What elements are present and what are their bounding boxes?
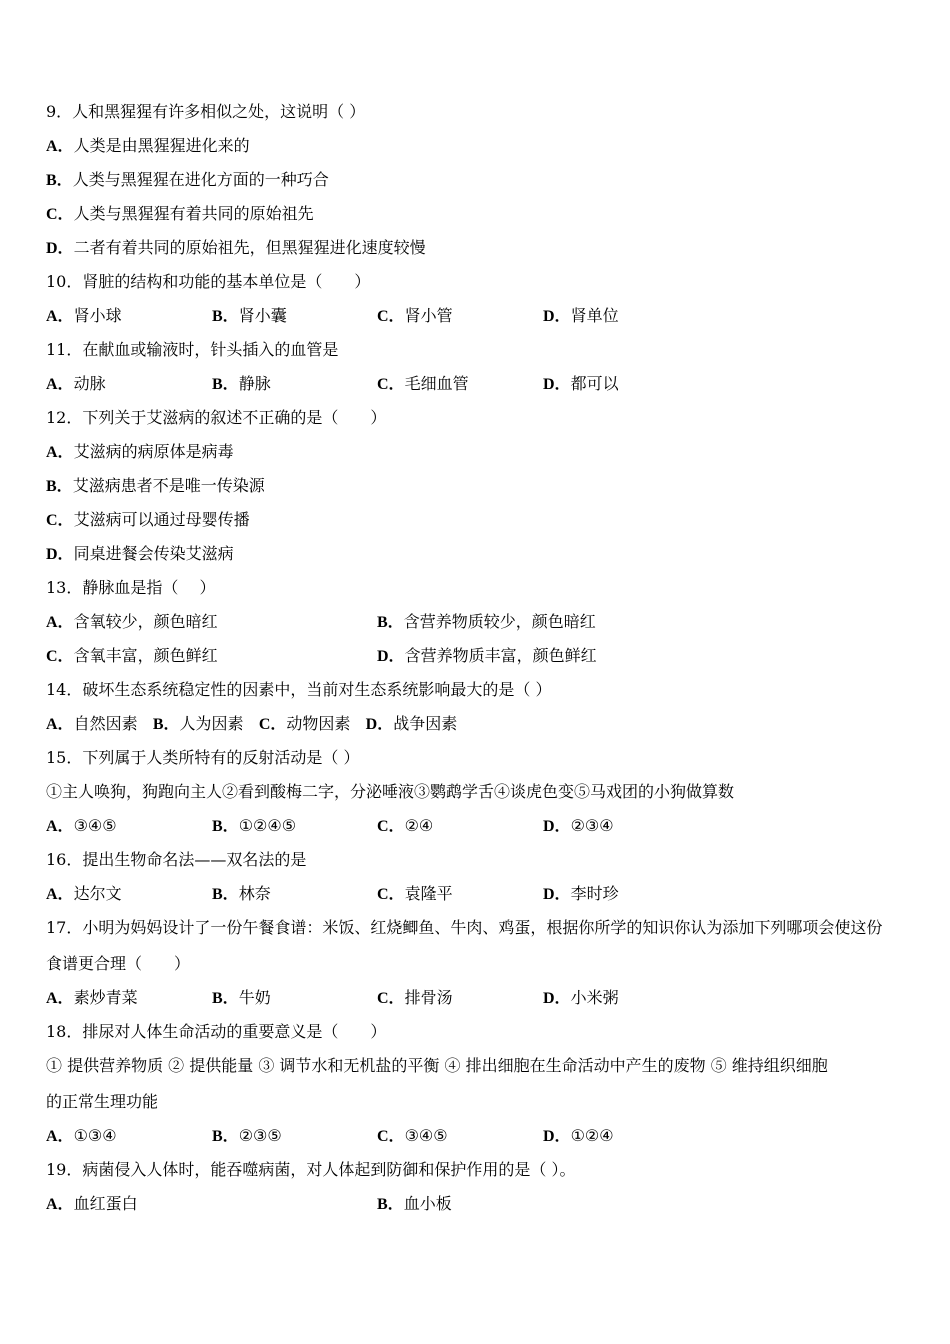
question-12-option-a	[46, 442, 234, 462]
question-17-stem: 17．小明为妈妈设计了一份午餐食谱：米饭、红烧鲫鱼、牛肉、鸡蛋，根据你所学的知识你认为添加下列哪项会使这份	[46, 918, 883, 937]
option-text: ①③④	[73, 1126, 117, 1145]
option-label: B．	[212, 990, 239, 1007]
option-label: D．	[46, 546, 74, 563]
question-11-option-d	[543, 374, 619, 394]
option-text: ①②④	[570, 1126, 614, 1145]
option-text: 素炒青菜	[73, 988, 138, 1007]
option-label: B．	[212, 376, 239, 393]
question-16-option-b	[212, 884, 271, 904]
question-10-option-c	[377, 306, 453, 326]
option-label: D．	[543, 886, 571, 903]
question-11-option-b	[212, 374, 271, 394]
option-label: D．	[365, 716, 394, 733]
option-label: A．	[46, 886, 74, 903]
option-label: A．	[46, 716, 74, 733]
question-14-options	[46, 714, 457, 734]
option-text: 毛细血管	[404, 374, 469, 393]
question-16-option-a	[46, 884, 122, 904]
question-9-option-c	[46, 204, 314, 224]
option-text: 小米粥	[570, 988, 619, 1007]
option-text: 肾小球	[73, 306, 122, 325]
option-label: D．	[543, 818, 571, 835]
question-18-extra: ① 提供营养物质 ② 提供能量 ③ 调节水和无机盐的平衡 ④ 排出细胞在生命活动中产生的废物 ⑤ 维持组织细胞	[46, 1056, 828, 1075]
question-16-option-c	[377, 884, 453, 904]
question-9-option-a	[46, 136, 250, 156]
question-15-option-a	[46, 816, 117, 836]
question-15-stem: 15．下列属于人类所特有的反射活动是（ ）	[46, 748, 360, 767]
question-16-option-d	[543, 884, 619, 904]
option-label: D．	[377, 648, 405, 665]
option-label: C．	[377, 376, 405, 393]
question-18-option-c	[377, 1126, 448, 1146]
option-label: D．	[543, 308, 571, 325]
question-19-option-b	[377, 1194, 452, 1214]
option-label: B．	[377, 614, 404, 631]
question-13-option-d	[377, 646, 597, 666]
question-15-extra: ①主人唤狗，狗跑向主人②看到酸梅二字，分泌唾液③鹦鹉学舌④谈虎色变⑤马戏团的小狗做算数	[46, 782, 735, 801]
option-text: 李时珍	[570, 884, 619, 903]
question-9-option-d	[46, 238, 426, 258]
option-text: 艾滋病患者不是唯一传染源	[72, 476, 265, 495]
option-text: ①②④⑤	[238, 816, 297, 835]
option-label: C．	[377, 886, 405, 903]
option-label: C．	[377, 308, 405, 325]
option-text: 血红蛋白	[73, 1194, 138, 1213]
option-text: 动物因素	[286, 714, 351, 733]
question-16-stem: 16．提出生物命名法——双名法的是	[46, 850, 307, 869]
option-text: 林奈	[238, 884, 271, 903]
option-label: A．	[46, 138, 74, 155]
option-label: D．	[543, 990, 571, 1007]
option-label: B．	[152, 716, 180, 733]
option-label: C．	[377, 990, 405, 1007]
option-text: 肾小囊	[238, 306, 287, 325]
question-18-option-a	[46, 1126, 117, 1146]
option-text: 肾单位	[570, 306, 619, 325]
option-label: A．	[46, 308, 74, 325]
option-label: A．	[46, 818, 74, 835]
option-text: ②④	[404, 816, 434, 835]
option-label: B．	[212, 818, 239, 835]
option-text: 血小板	[403, 1194, 452, 1213]
option-text: 含氧丰富，颜色鲜红	[73, 646, 218, 665]
option-text: ③④⑤	[404, 1126, 448, 1145]
option-text: ③④⑤	[73, 816, 117, 835]
option-label: A．	[46, 1196, 74, 1213]
option-label: C．	[46, 512, 74, 529]
option-text: 自然因素	[73, 714, 138, 733]
option-text: 含营养物质丰富，颜色鲜红	[404, 646, 597, 665]
option-label: D．	[46, 240, 74, 257]
question-13-stem: 13．静脉血是指（ ）	[46, 578, 216, 597]
question-11-option-c	[377, 374, 469, 394]
option-text: 动脉	[73, 374, 106, 393]
option-text: 达尔文	[73, 884, 122, 903]
question-12-option-d	[46, 544, 234, 564]
option-label: C．	[46, 206, 74, 223]
question-12-option-c	[46, 510, 250, 530]
question-17-option-c	[377, 988, 453, 1008]
question-18-extra-continued: 的正常生理功能	[46, 1092, 159, 1111]
question-17-option-a	[46, 988, 138, 1008]
option-label: C．	[258, 716, 287, 733]
option-text: 艾滋病的病原体是病毒	[73, 442, 234, 461]
question-15-option-b	[212, 816, 296, 836]
question-17-option-b	[212, 988, 271, 1008]
question-10-stem: 10．肾脏的结构和功能的基本单位是（ ）	[46, 272, 371, 291]
option-text: ②③⑤	[238, 1126, 282, 1145]
option-label: C．	[377, 1128, 405, 1145]
question-18-option-d	[543, 1126, 614, 1146]
option-text: 牛奶	[238, 988, 271, 1007]
option-text: 袁隆平	[404, 884, 453, 903]
option-text: ②③④	[570, 816, 614, 835]
option-label: A．	[46, 614, 74, 631]
option-label: B．	[377, 1196, 404, 1213]
question-17-stem-continued: 食谱更合理（ ）	[46, 954, 191, 973]
option-text: 含氧较少，颜色暗红	[73, 612, 218, 631]
option-text: 都可以	[570, 374, 619, 393]
option-label: D．	[543, 1128, 571, 1145]
option-label: B．	[46, 478, 73, 495]
option-label: B．	[46, 172, 73, 189]
option-label: C．	[46, 648, 74, 665]
question-13-option-b	[377, 612, 596, 632]
question-17-option-d	[543, 988, 619, 1008]
question-10-option-b	[212, 306, 287, 326]
option-text: 肾小管	[404, 306, 453, 325]
option-label: D．	[543, 376, 571, 393]
question-9-option-b	[46, 170, 329, 190]
question-18-option-b	[212, 1126, 282, 1146]
option-text: 人类与黑猩猩有着共同的原始祖先	[73, 204, 314, 223]
option-text: 排骨汤	[404, 988, 453, 1007]
question-19-option-a	[46, 1194, 138, 1214]
option-text: 艾滋病可以通过母婴传播	[73, 510, 250, 529]
question-12-option-b	[46, 476, 265, 496]
question-18-stem: 18．排尿对人体生命活动的重要意义是（ ）	[46, 1022, 387, 1041]
option-text: 静脉	[238, 374, 271, 393]
option-text: 二者有着共同的原始祖先，但黑猩猩进化速度较慢	[73, 238, 426, 257]
question-9-stem: 9．人和黑猩猩有许多相似之处，这说明（ ）	[46, 102, 366, 121]
option-label: A．	[46, 444, 74, 461]
option-text: 人类与黑猩猩在进化方面的一种巧合	[72, 170, 329, 189]
option-text: 人为因素	[179, 714, 244, 733]
option-label: B．	[212, 886, 239, 903]
question-13-option-c	[46, 646, 218, 666]
question-13-option-a	[46, 612, 218, 632]
question-12-stem: 12．下列关于艾滋病的叙述不正确的是（ ）	[46, 408, 387, 427]
option-label: A．	[46, 990, 74, 1007]
question-14-stem: 14．破坏生态系统稳定性的因素中，当前对生态系统影响最大的是（ ）	[46, 680, 552, 699]
option-label: C．	[377, 818, 405, 835]
question-19-stem: 19．病菌侵入人体时，能吞噬病菌，对人体起到防御和保护作用的是（ ）。	[46, 1160, 576, 1179]
option-label: A．	[46, 1128, 74, 1145]
option-text: 同桌进餐会传染艾滋病	[73, 544, 234, 563]
question-10-option-d	[543, 306, 619, 326]
option-label: B．	[212, 308, 239, 325]
option-text: 含营养物质较少，颜色暗红	[403, 612, 596, 631]
question-11-option-a	[46, 374, 106, 394]
question-15-option-d	[543, 816, 614, 836]
question-15-option-c	[377, 816, 433, 836]
option-label: A．	[46, 376, 74, 393]
question-10-option-a	[46, 306, 122, 326]
question-11-stem: 11．在献血或输液时，针头插入的血管是	[46, 340, 339, 359]
option-label: B．	[212, 1128, 239, 1145]
option-text: 人类是由黑猩猩进化来的	[73, 136, 250, 155]
option-text: 战争因素	[393, 714, 458, 733]
